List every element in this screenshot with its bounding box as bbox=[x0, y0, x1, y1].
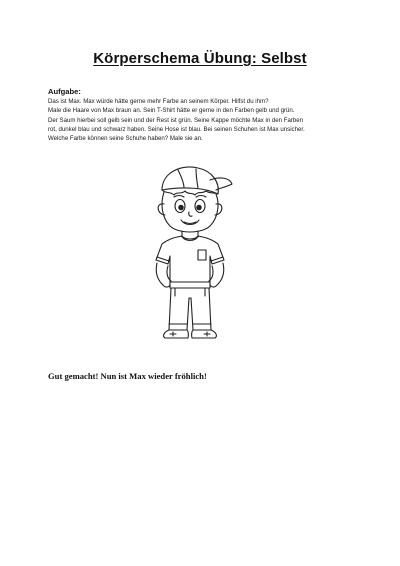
task-line-1: Das ist Max. Max würde hätte gerne mehr Farbe an seinem Körper. Hilfst du ihm? bbox=[48, 98, 269, 105]
task-line-2: Male die Haare von Max braun an. Sein T-Shirt hätte er gerne in den Farben gelb und grün. bbox=[48, 107, 295, 115]
task-line-3: Der Saum hierbei soll gelb sein und der Rest ist grün. Seine Kappe möchte Max in den Farben bbox=[48, 116, 304, 124]
page-title: Körperschema Übung: Selbst bbox=[93, 50, 307, 67]
task-line-5: Welche Farbe können seine Schuhe haben? Male sie an. bbox=[48, 135, 203, 143]
closing-message: Gut gemacht! Nun ist Max wieder fröhlich! bbox=[48, 371, 207, 381]
task-heading: Aufgabe: bbox=[48, 87, 81, 96]
boy-coloring-illustration bbox=[140, 160, 240, 350]
cap-brim bbox=[210, 178, 232, 190]
tshirt-outline bbox=[156, 236, 224, 288]
task-line-4: rot, dunkel blau und schwarz haben. Seine Hose ist blau. Bei seinen Schuhen ist Max unsicher. bbox=[48, 125, 305, 133]
task-section bbox=[48, 87, 368, 143]
head-outline bbox=[162, 192, 218, 232]
